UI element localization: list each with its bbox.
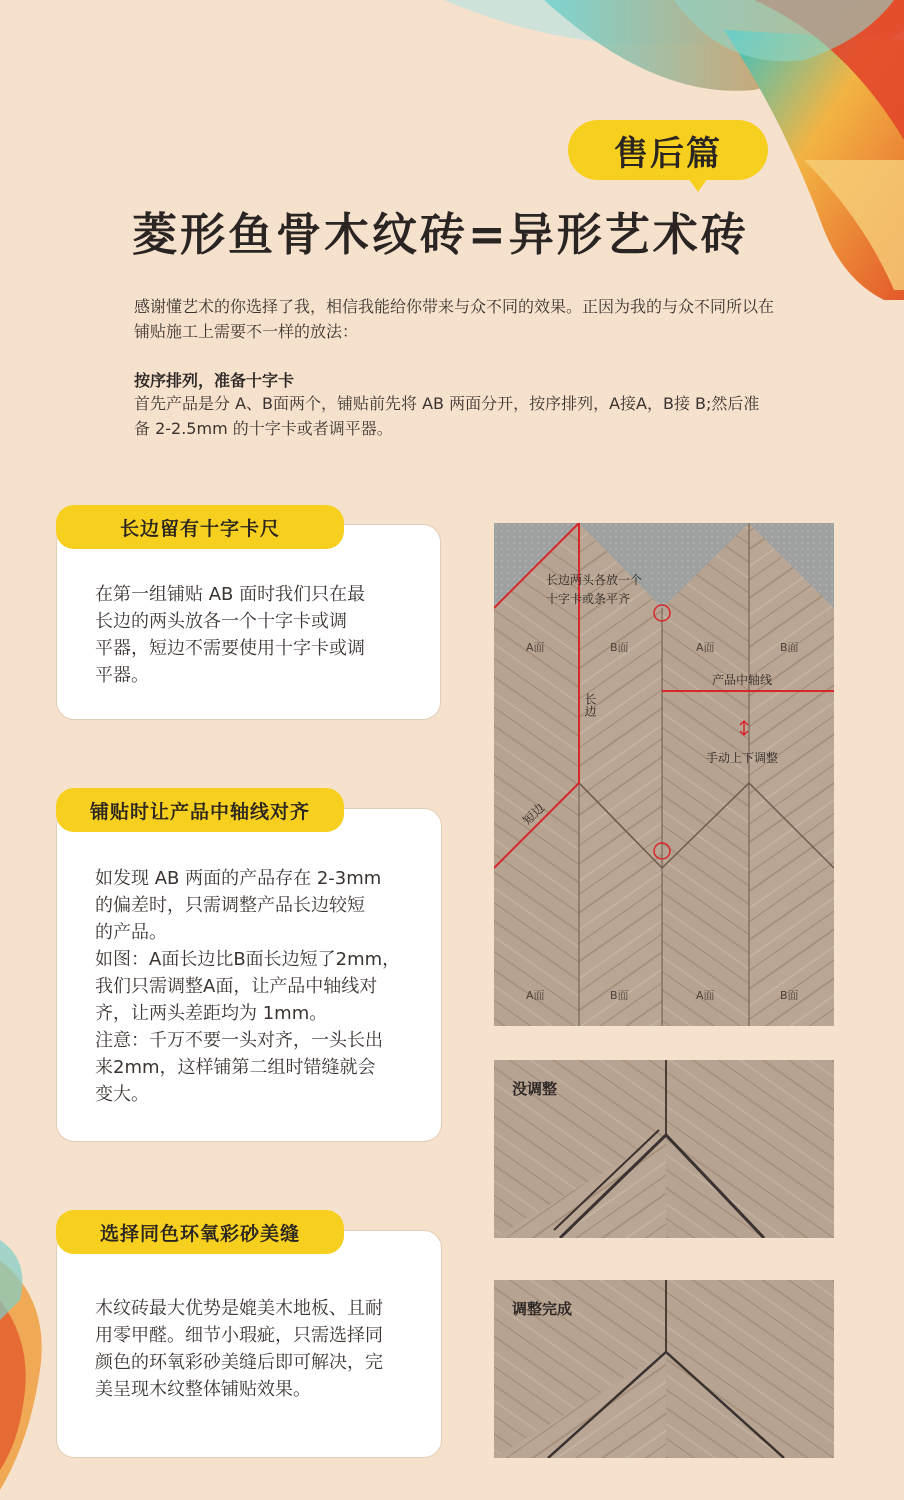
section-3-text: 木纹砖最大优势是媲美木地板、且耐 用零甲醛。细节小瑕疵，只需选择同 颜色的环氧彩砂美缝后即可解决，完 美呈现木纹整体铺贴效果。 bbox=[95, 1298, 383, 1400]
face-label-top-3: A面 bbox=[696, 641, 715, 654]
diagram-annotation-top: 长边两头各放一个 十字卡或条平齐 bbox=[546, 573, 643, 606]
before-label: 没调整 bbox=[512, 1080, 558, 1098]
section-1-text: 在第一组铺贴 AB 面时我们只在最 长边的两头放各一个十字卡或调 平器，短边不需要使用十字卡或调 平器。 bbox=[95, 584, 366, 686]
face-label-top-2: B面 bbox=[610, 641, 629, 654]
herringbone-layout-photo bbox=[494, 523, 834, 1026]
diagram-axis-label: 产品中轴线 bbox=[712, 673, 773, 687]
section-card-3 bbox=[56, 1230, 442, 1458]
herringbone-diagram bbox=[494, 523, 834, 1026]
step-heading: 按序排列，准备十字卡 bbox=[134, 371, 295, 390]
diagram-long-edge: 长边 bbox=[583, 693, 597, 717]
face-label-bottom-2: B面 bbox=[610, 989, 629, 1002]
section-1-label: 长边留有十字卡尺 bbox=[56, 505, 344, 549]
face-label-bottom-1: A面 bbox=[526, 989, 545, 1002]
step-body: 首先产品是分 A、B面两个，铺贴前先将 AB 两面分开，按序排列，A接A，B接 B;然后准备 2-2.5mm 的十字卡或者调平器。 bbox=[134, 394, 760, 438]
section-card-1 bbox=[56, 524, 441, 720]
section-2-text: 如发现 AB 两面的产品存在 2-3mm 的偏差时，只需调整产品长边较短 的产品。 如图：A面长边比B面长边短了2mm， 我们只需调整A面，让产品中轴线对 齐，让两头差距均为 1mm。 注意：千万不要一头对齐，一头长出 来2mm，这样铺第二组时错缝就会 变大。 bbox=[95, 868, 401, 1105]
after-sales-badge: 售后篇 bbox=[568, 120, 768, 180]
diagram-manual-label: 手动上下调整 bbox=[706, 751, 779, 765]
before-adjust-photo bbox=[494, 1060, 834, 1238]
face-label-bottom-4: B面 bbox=[780, 989, 799, 1002]
section-2-label: 铺贴时让产品中轴线对齐 bbox=[56, 788, 344, 832]
face-label-top-4: B面 bbox=[780, 641, 799, 654]
section-card-2 bbox=[56, 808, 442, 1142]
page-title: 菱形鱼骨木纹砖=异形艺术砖 bbox=[132, 208, 749, 261]
after-label: 调整完成 bbox=[512, 1300, 573, 1318]
section-3-label: 选择同色环氧彩砂美缝 bbox=[56, 1210, 344, 1254]
face-label-bottom-3: A面 bbox=[696, 989, 715, 1002]
after-adjust-photo bbox=[494, 1280, 834, 1458]
intro-text: 感谢懂艺术的你选择了我，相信我能给你带来与众不同的效果。正因为我的与众不同所以在铺贴施工上需要不一样的放法： bbox=[134, 297, 775, 341]
diagram-short-edge: 短边 bbox=[520, 800, 548, 828]
face-label-top-1: A面 bbox=[526, 641, 545, 654]
